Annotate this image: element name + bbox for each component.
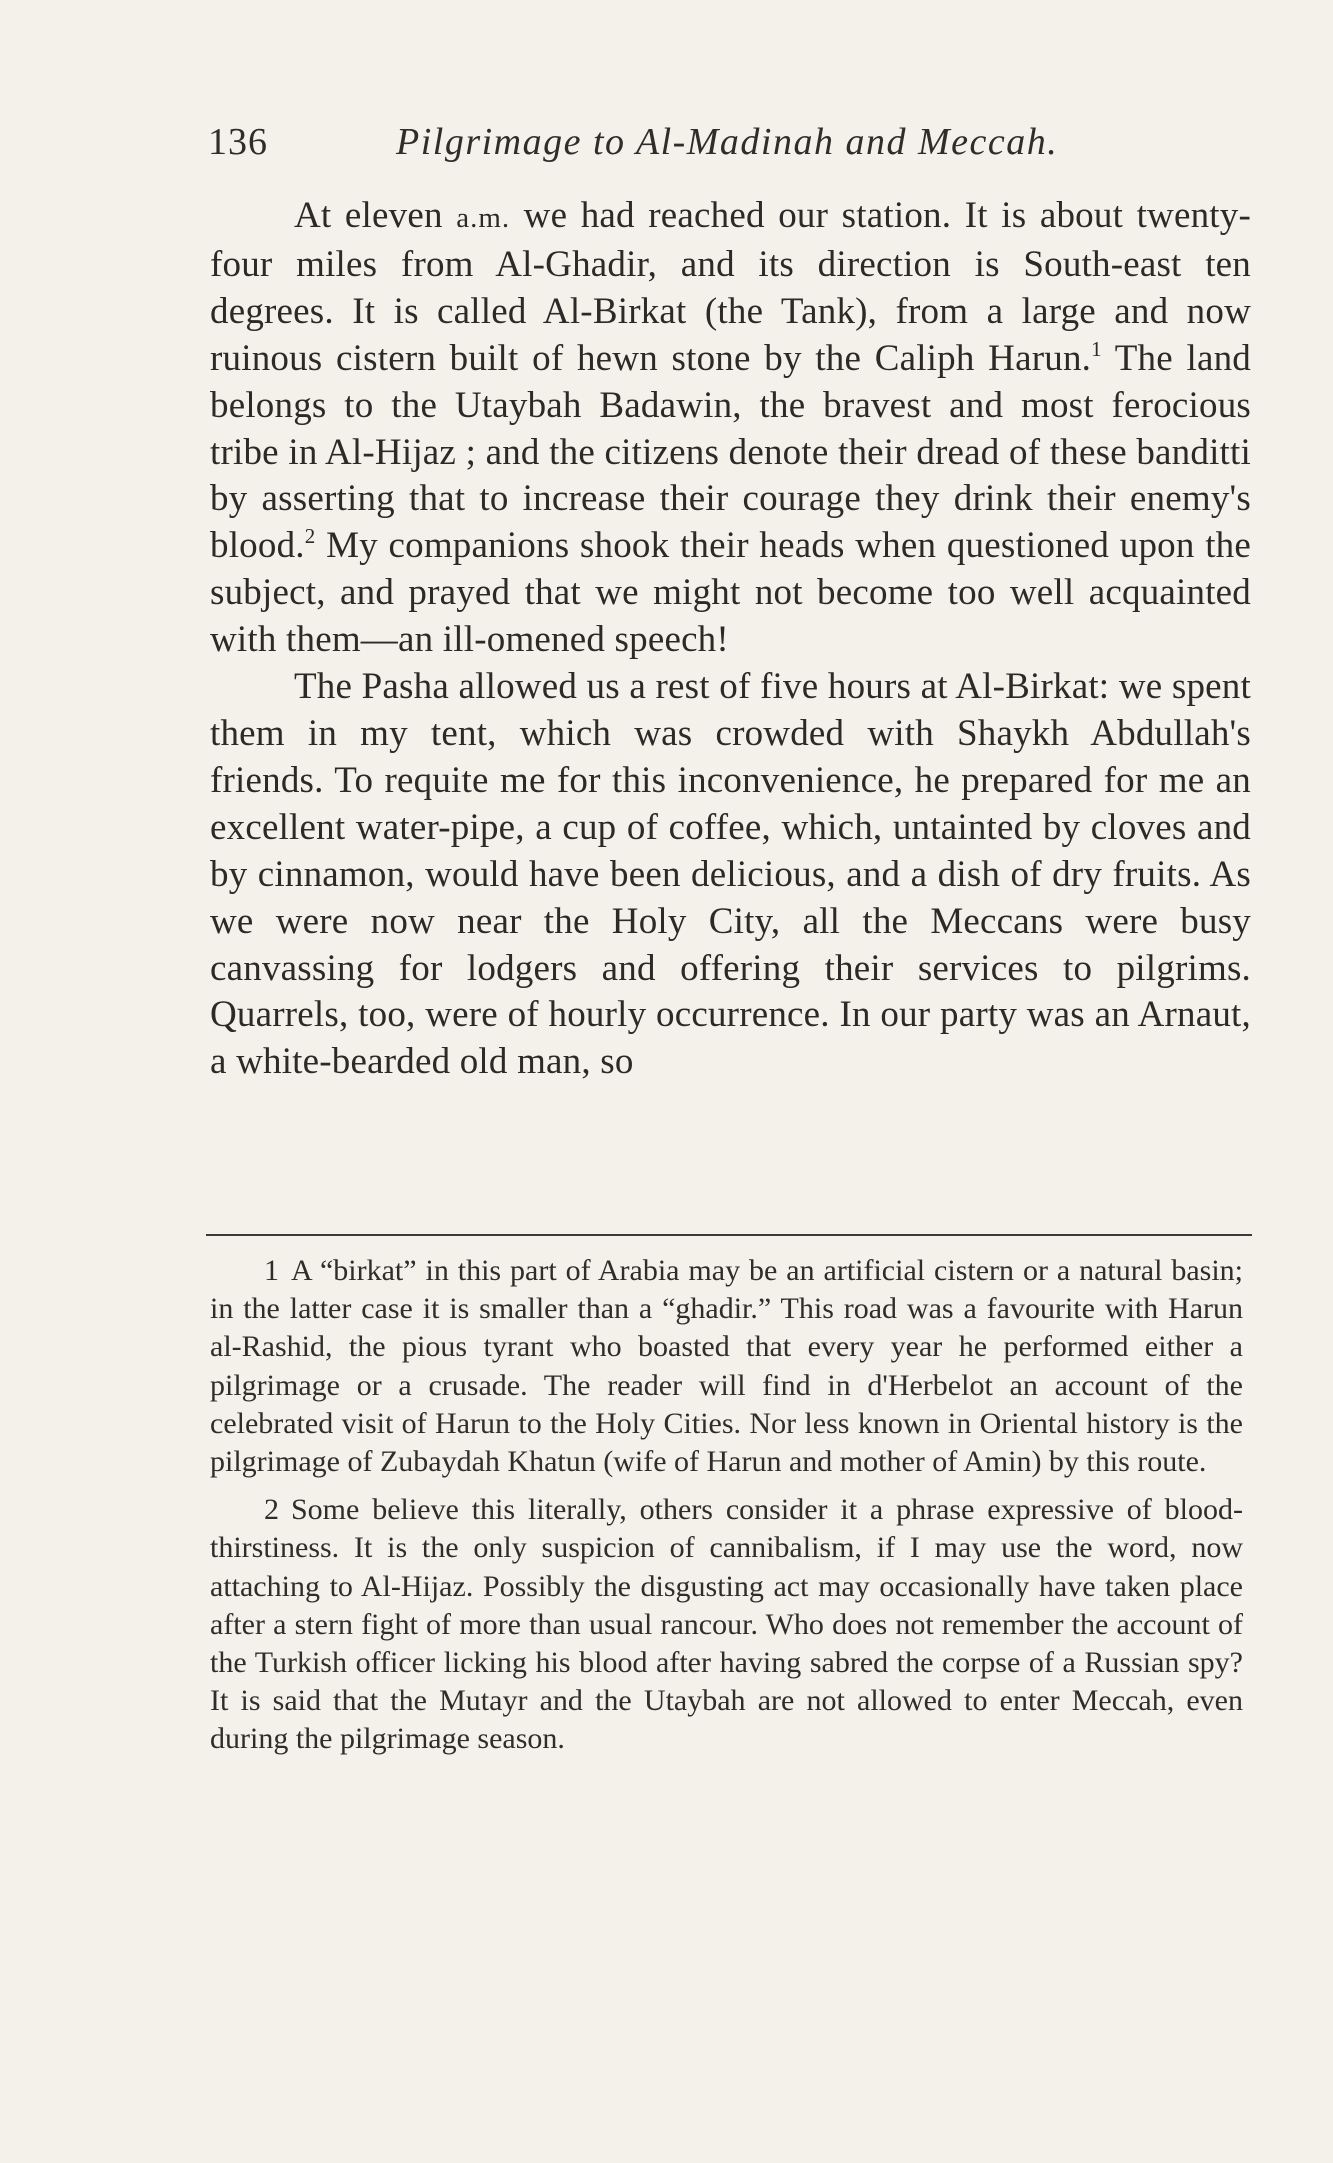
footnote-divider: [206, 1234, 1252, 1236]
footnote-number-1: 1: [264, 1254, 279, 1287]
footnote-text-1: A “birkat” in this part of Arabia may be an artificial cistern or a natural basin; in the latter case it is smaller than a “ghadir.” This road was a favourite with Harun al-Rashid, the pious tyrant who boasted that every year he performed either a pilgrimage or a crusade. The reader will find in d'Herbelot an account of the celebrated visit of Harun to the Holy Cities. Nor less known in Oriental history is the pilgrimage of Zubaydah Khatun (wife of Harun and mother of Amin) by this route.: [210, 1254, 1243, 1479]
footnotes: [210, 1252, 1243, 1769]
footnote-1: [210, 1252, 1243, 1481]
paragraph-1-text-b: we had reached our station. It is about twenty-four miles from Al-Ghadir, and its direction is South-east ten degrees. It is called Al-Birkat (the Tank), from a large and now ruinous cistern built of hewn stone by the Caliph Harun.: [210, 195, 1251, 379]
time-am: a.m.: [456, 202, 511, 234]
page-header: [208, 116, 1248, 172]
running-title: Pilgrimage to Al-Madinah and Meccah.: [396, 121, 1059, 163]
paragraph-1-text-c: The land belongs to the Utaybah Badawin, the bravest and most ferocious tribe in Al-Hijaz ; and the citizens denote their dread of these banditti by asserting that to increase their courage they drink their enemy's blood.: [210, 337, 1251, 567]
footnote-ref-1: 1: [1091, 336, 1102, 361]
paragraph-1-text-d: My companions shook their heads when questioned upon the subject, and prayed that we might not become too well acquainted with them—an ill-omened speech!: [210, 525, 1251, 661]
footnote-ref-2: 2: [304, 524, 316, 549]
paragraph-1-text-a: At eleven: [294, 195, 457, 236]
paragraph-1: [210, 193, 1251, 664]
footnote-text-2: Some believe this literally, others consider it a phrase expressive of blood-thirstiness. It is the only suspicion of cannibalism, if I may use the word, now attaching to Al-Hijaz. Possibly the disgusting act may occasionally have taken place after a stern fight of more than usual rancour. Who does not remember the account of the Turkish officer licking his blood after having sabred the corpse of a Russian spy? It is said that the Mutayr and the Utaybah are not allowed to enter Meccah, even during the pilgrimage season.: [210, 1493, 1243, 1756]
main-text: [210, 193, 1251, 1086]
footnote-number-2: 2: [264, 1493, 279, 1527]
page-number: 136: [208, 121, 268, 163]
paragraph-2: The Pasha allowed us a rest of five hours at Al-Birkat: we spent them in my tent, which was crowded with Shaykh Abdullah's friends. To requite me for this inconvenience, he prepared for me an excellent water-pipe, a cup of coffee, which, untainted by cloves and by cinnamon, would have been delicious, and a dish of dry fruits. As we were now near the Holy City, all the Meccans were busy canvassing for lodgers and offering their services to pilgrims. Quarrels, too, were of hourly occurrence. In our party was an Arnaut, a white-bearded old man, so: [210, 666, 1251, 1083]
footnote-2: [210, 1491, 1243, 1758]
